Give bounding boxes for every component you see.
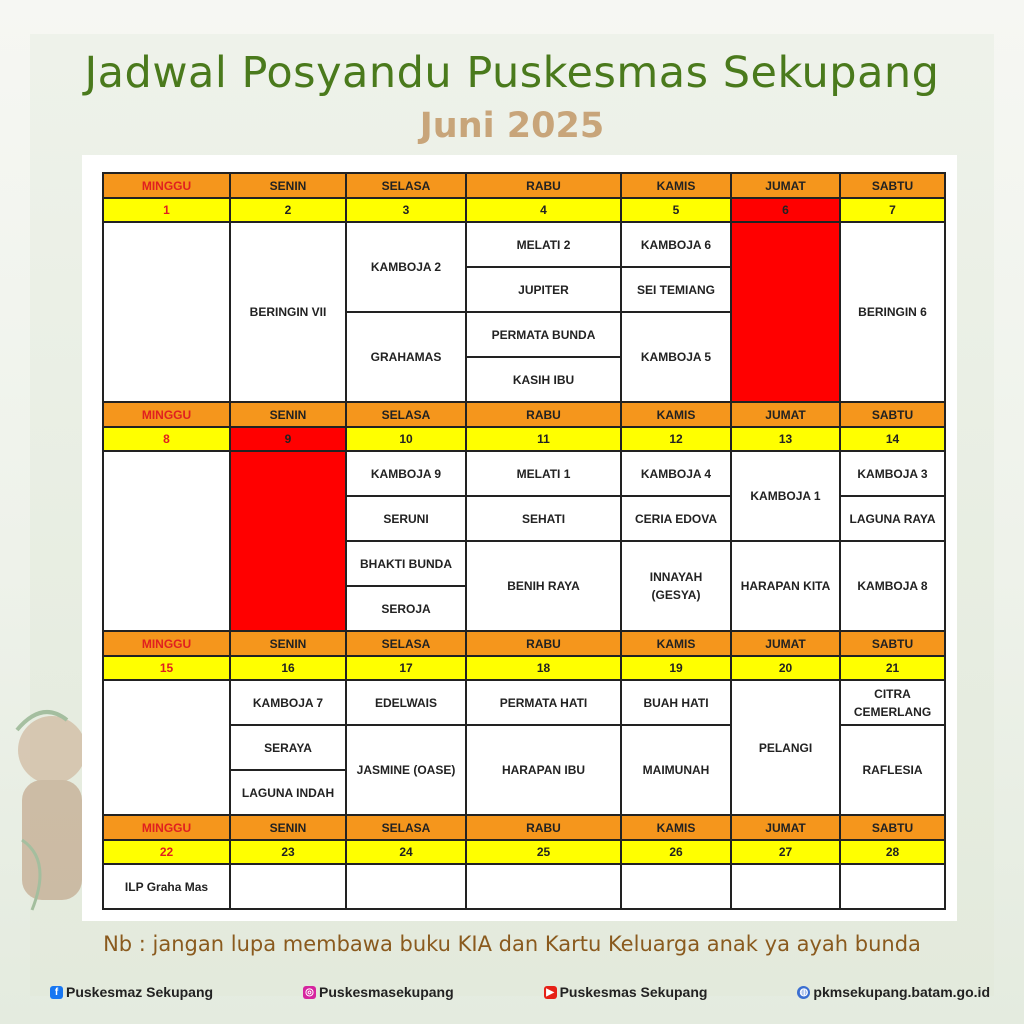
schedule-entry: PERMATA HATI — [466, 680, 621, 725]
day-header: SABTU — [840, 402, 945, 427]
schedule-entry: KAMBOJA 8 — [840, 541, 945, 631]
schedule-entry: BERINGIN 6 — [840, 222, 945, 402]
social-links — [50, 984, 990, 1000]
schedule-entry: BENIH RAYA — [466, 541, 621, 631]
footnote: Nb : jangan lupa membawa buku KIA dan Kartu Keluarga anak ya ayah bunda — [103, 932, 921, 956]
website-label: pkmsekupang.batam.go.id — [813, 984, 990, 1000]
page-title: Jadwal Posyandu Puskesmas Sekupang — [84, 48, 940, 98]
date-cell: 28 — [840, 840, 945, 864]
page-subtitle: Juni 2025 — [419, 106, 605, 146]
schedule-entry: KAMBOJA 5 — [621, 312, 731, 402]
date-cell: 5 — [621, 198, 731, 222]
date-cell: 13 — [731, 427, 840, 451]
date-cell: 14 — [840, 427, 945, 451]
date-cell: 12 — [621, 427, 731, 451]
schedule-entry: BERINGIN VII — [230, 222, 346, 402]
date-cell: 23 — [230, 840, 346, 864]
schedule-entry: MELATI 2 — [466, 222, 621, 267]
day-header: SENIN — [230, 631, 346, 656]
schedule-entry — [840, 680, 945, 725]
day-header: MINGGU — [103, 631, 230, 656]
date-row — [103, 656, 945, 680]
day-header-row — [103, 631, 945, 656]
empty-cell — [103, 451, 230, 631]
facebook-icon: f — [50, 986, 63, 999]
date-cell: 10 — [346, 427, 466, 451]
date-cell: 26 — [621, 840, 731, 864]
date-cell: 11 — [466, 427, 621, 451]
schedule-entry: KASIH IBU — [466, 357, 621, 402]
instagram-label: Puskesmasekupang — [319, 984, 454, 1000]
schedule-entry: BUAH HATI — [621, 680, 731, 725]
empty-cell — [103, 680, 230, 815]
empty-cell — [731, 864, 840, 909]
schedule-entry — [621, 541, 731, 631]
date-cell: 4 — [466, 198, 621, 222]
day-header: SENIN — [230, 815, 346, 840]
schedule-entry: JASMINE (OASE) — [346, 725, 466, 815]
schedule-entry: LAGUNA RAYA — [840, 496, 945, 541]
schedule-entry: PERMATA BUNDA — [466, 312, 621, 357]
entry-line: (GESYA) — [651, 588, 701, 602]
date-cell: 2 — [230, 198, 346, 222]
schedule-entry: KAMBOJA 2 — [346, 222, 466, 312]
date-row — [103, 198, 945, 222]
schedule-entry: KAMBOJA 6 — [621, 222, 731, 267]
youtube-label: Puskesmas Sekupang — [559, 984, 708, 1000]
day-header: JUMAT — [731, 402, 840, 427]
decorative-illustration — [12, 690, 84, 920]
website-link[interactable] — [797, 984, 990, 1000]
day-header: RABU — [466, 402, 621, 427]
schedule-entry: ILP Graha Mas — [103, 864, 230, 909]
schedule-entry: HARAPAN IBU — [466, 725, 621, 815]
schedule-entry: CERIA EDOVA — [621, 496, 731, 541]
date-cell: 24 — [346, 840, 466, 864]
schedule-entry: KAMBOJA 4 — [621, 451, 731, 496]
schedule-entry: PELANGI — [731, 680, 840, 815]
empty-cell — [230, 864, 346, 909]
schedule-entry: LAGUNA INDAH — [230, 770, 346, 815]
schedule-entry: RAFLESIA — [840, 725, 945, 815]
day-header: MINGGU — [103, 402, 230, 427]
schedule-entry: KAMBOJA 1 — [731, 451, 840, 541]
date-cell: 25 — [466, 840, 621, 864]
empty-cell — [621, 864, 731, 909]
day-header-row — [103, 815, 945, 840]
schedule-entry: MELATI 1 — [466, 451, 621, 496]
date-cell-holiday: 9 — [230, 427, 346, 451]
holiday-cell — [230, 451, 346, 631]
day-header: SELASA — [346, 631, 466, 656]
schedule-entry: BHAKTI BUNDA — [346, 541, 466, 586]
empty-cell — [346, 864, 466, 909]
day-header: KAMIS — [621, 815, 731, 840]
entry-line: INNAYAH — [649, 570, 703, 584]
day-header-row — [103, 402, 945, 427]
day-header: MINGGU — [103, 173, 230, 198]
date-cell: 21 — [840, 656, 945, 680]
youtube-icon: ▶ — [544, 986, 557, 999]
date-cell: 16 — [230, 656, 346, 680]
date-cell-holiday: 6 — [731, 198, 840, 222]
schedule-entry: HARAPAN KITA — [731, 541, 840, 631]
day-header-row — [103, 173, 945, 198]
day-header: JUMAT — [731, 815, 840, 840]
empty-cell — [466, 864, 621, 909]
date-row — [103, 427, 945, 451]
schedule-entry: JUPITER — [466, 267, 621, 312]
date-cell: 3 — [346, 198, 466, 222]
day-header: JUMAT — [731, 173, 840, 198]
entry-line: CEMERLANG — [853, 704, 932, 719]
schedule-entry: GRAHAMAS — [346, 312, 466, 402]
schedule-entry: SEI TEMIANG — [621, 267, 731, 312]
date-cell: 18 — [466, 656, 621, 680]
date-cell: 17 — [346, 656, 466, 680]
schedule-entry: KAMBOJA 3 — [840, 451, 945, 496]
date-cell: 1 — [103, 198, 230, 222]
schedule-entry: SEROJA — [346, 586, 466, 631]
schedule-entry: MAIMUNAH — [621, 725, 731, 815]
day-header: SELASA — [346, 402, 466, 427]
day-header: SELASA — [346, 815, 466, 840]
date-cell: 8 — [103, 427, 230, 451]
day-header: SELASA — [346, 173, 466, 198]
date-cell: 15 — [103, 656, 230, 680]
day-header: SABTU — [840, 815, 945, 840]
instagram-icon: ◎ — [303, 986, 316, 999]
date-cell: 20 — [731, 656, 840, 680]
schedule-entry: SERUNI — [346, 496, 466, 541]
day-header: KAMIS — [621, 402, 731, 427]
day-header: SENIN — [230, 173, 346, 198]
date-cell: 7 — [840, 198, 945, 222]
schedule-entry: SERAYA — [230, 725, 346, 770]
date-cell: 27 — [731, 840, 840, 864]
date-cell: 22 — [103, 840, 230, 864]
entry-line: CITRA — [874, 686, 911, 701]
day-header: RABU — [466, 173, 621, 198]
instagram-link[interactable] — [303, 984, 454, 1000]
day-header: SENIN — [230, 402, 346, 427]
schedule-entry: KAMBOJA 7 — [230, 680, 346, 725]
day-header: SABTU — [840, 173, 945, 198]
day-header: RABU — [466, 631, 621, 656]
schedule-entry: SEHATI — [466, 496, 621, 541]
holiday-cell — [731, 222, 840, 402]
day-header: SABTU — [840, 631, 945, 656]
day-header: RABU — [466, 815, 621, 840]
facebook-label: Puskesmaz Sekupang — [66, 984, 214, 1000]
empty-cell — [103, 222, 230, 402]
date-row — [103, 840, 945, 864]
day-header: JUMAT — [731, 631, 840, 656]
date-cell: 19 — [621, 656, 731, 680]
day-header: KAMIS — [621, 631, 731, 656]
youtube-link[interactable] — [544, 984, 708, 1000]
schedule-table — [102, 172, 946, 910]
day-header: MINGGU — [103, 815, 230, 840]
schedule-entry: EDELWAIS — [346, 680, 466, 725]
empty-cell — [840, 864, 945, 909]
globe-icon: ◍ — [797, 986, 810, 999]
schedule-entry: KAMBOJA 9 — [346, 451, 466, 496]
facebook-link[interactable] — [50, 984, 213, 1000]
day-header: KAMIS — [621, 173, 731, 198]
